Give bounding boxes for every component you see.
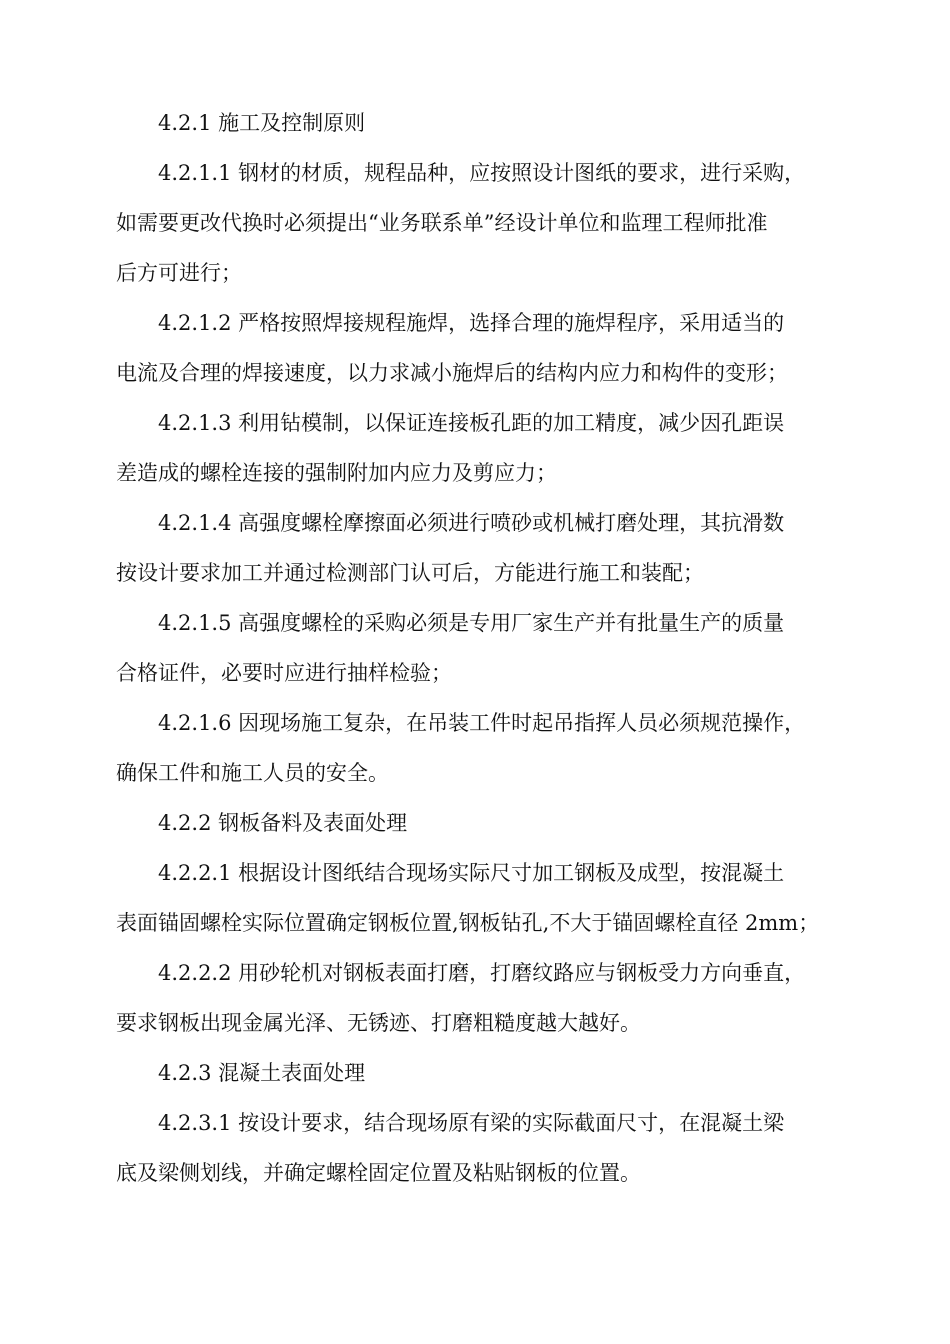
paragraph-4-2-1-4	[116, 498, 836, 598]
paragraph-line: 4.2.1.2 严格按照焊接规程施焊，选择合理的施焊程序，采用适当的	[158, 311, 785, 335]
paragraph-line: 合格证件，必要时应进行抽样检验；	[116, 661, 452, 685]
heading-4-2-3	[116, 1048, 836, 1098]
heading-text: 4.2.2 钢板备料及表面处理	[158, 811, 408, 835]
paragraph-line: 后方可进行；	[116, 261, 242, 285]
paragraph-line: 底及梁侧划线，并确定螺栓固定位置及粘贴钢板的位置。	[116, 1161, 641, 1185]
paragraph-line: 如需要更改代换时必须提出“业务联系单”经设计单位和监理工程师批准	[116, 211, 768, 235]
paragraph-line: 4.2.2.2 用砂轮机对钢板表面打磨，打磨纹路应与钢板受力方向垂直，	[158, 961, 806, 985]
paragraph-line: 要求钢板出现金属光泽、无锈迹、打磨粗糙度越大越好。	[116, 1011, 641, 1035]
heading-text: 4.2.3 混凝土表面处理	[158, 1061, 366, 1085]
paragraph-4-2-1-2	[116, 298, 836, 398]
heading-text: 4.2.1 施工及控制原则	[158, 111, 366, 135]
paragraph-4-2-1-1	[116, 148, 836, 298]
paragraph-4-2-1-6	[116, 698, 836, 798]
paragraph-4-2-3-1	[116, 1098, 836, 1198]
heading-4-2-1	[116, 98, 836, 148]
paragraph-line: 4.2.1.1 钢材的材质，规程品种，应按照设计图纸的要求，进行采购，	[158, 161, 806, 185]
paragraph-4-2-1-3	[116, 398, 836, 498]
paragraph-4-2-1-5	[116, 598, 836, 698]
paragraph-line: 电流及合理的焊接速度，以力求减小施焊后的结构内应力和构件的变形；	[116, 361, 788, 385]
paragraph-4-2-2-1	[116, 848, 836, 948]
paragraph-line: 按设计要求加工并通过检测部门认可后，方能进行施工和装配；	[116, 561, 704, 585]
paragraph-line: 确保工件和施工人员的安全。	[116, 761, 389, 785]
paragraph-line: 4.2.1.4 高强度螺栓摩擦面必须进行喷砂或机械打磨处理，其抗滑数	[158, 511, 785, 535]
paragraph-line: 4.2.2.1 根据设计图纸结合现场实际尺寸加工钢板及成型，按混凝土	[158, 861, 785, 885]
paragraph-line: 差造成的螺栓连接的强制附加内应力及剪应力；	[116, 461, 557, 485]
document-body	[116, 98, 836, 1198]
paragraph-line: 4.2.1.6 因现场施工复杂，在吊装工件时起吊指挥人员必须规范操作，	[158, 711, 806, 735]
paragraph-line: 4.2.3.1 按设计要求，结合现场原有梁的实际截面尺寸，在混凝土梁	[158, 1111, 785, 1135]
paragraph-line: 4.2.1.3 利用钻模制，以保证连接板孔距的加工精度，减少因孔距误	[158, 411, 785, 435]
paragraph-line: 4.2.1.5 高强度螺栓的采购必须是专用厂家生产并有批量生产的质量	[158, 611, 785, 635]
heading-4-2-2	[116, 798, 836, 848]
paragraph-line: 表面锚固螺栓实际位置确定钢板位置,钢板钻孔,不大于锚固螺栓直径 2mm；	[116, 911, 820, 935]
paragraph-4-2-2-2	[116, 948, 836, 1048]
